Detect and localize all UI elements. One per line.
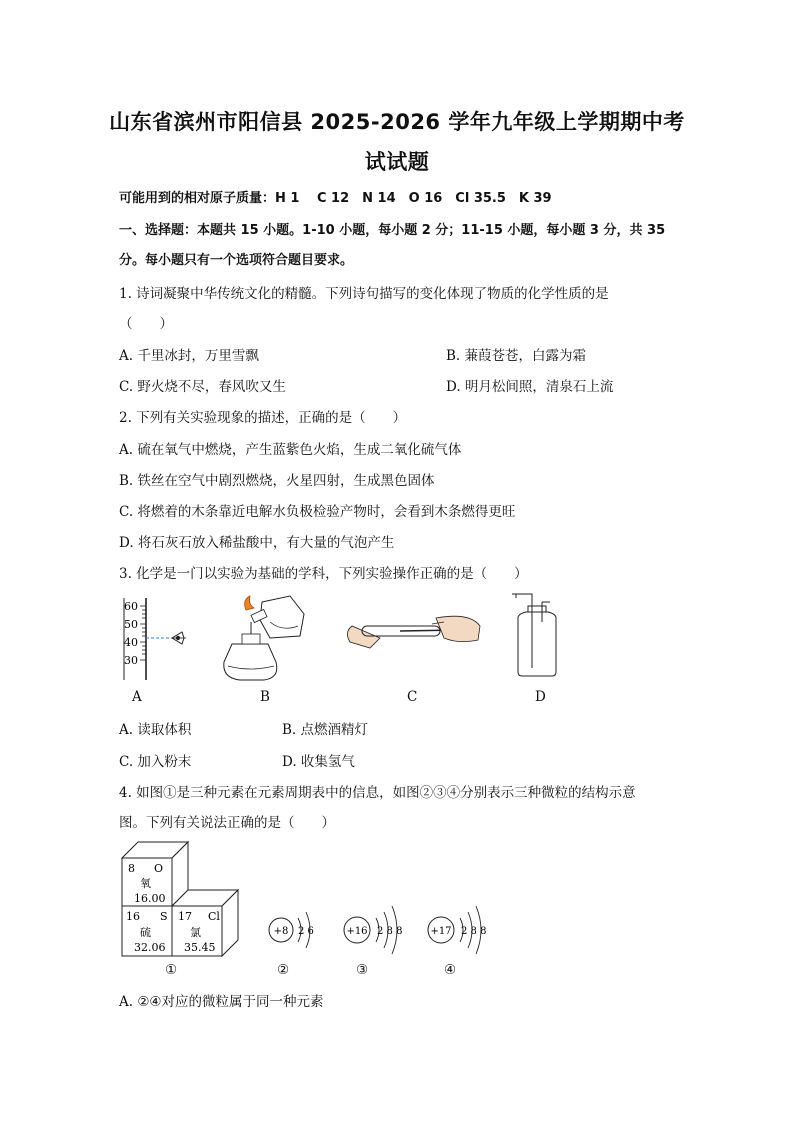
q3-figure-label-b: B bbox=[260, 689, 270, 705]
element-o-name: 氧 bbox=[140, 877, 151, 890]
section1-instructions-line2: 分。每小题只有一个选项符合题目要求。 bbox=[119, 253, 354, 268]
cylinder-tick-30: 30 bbox=[124, 654, 138, 667]
q4-atom-diagram-2 bbox=[264, 898, 334, 960]
q4-figure-label-1: ① bbox=[165, 962, 178, 978]
q2-stem: 2. 下列有关实验现象的描述，正确的是（ ） bbox=[119, 410, 407, 426]
q3-stem: 3. 化学是一门以实验为基础的学科，下列实验操作正确的是（ ） bbox=[119, 566, 528, 582]
q3-figure-label-a: A bbox=[132, 689, 142, 705]
atom3-shells: 2 8 8 bbox=[377, 926, 403, 937]
q3-figure-a-cylinder bbox=[118, 594, 198, 684]
q4-periodic-table-figure bbox=[118, 840, 248, 962]
q4-atom-diagram-4 bbox=[424, 894, 504, 960]
element-cl-symbol: Cl bbox=[208, 910, 220, 923]
flame-icon bbox=[245, 596, 254, 610]
q4-figure-label-3: ③ bbox=[356, 962, 369, 978]
element-s-name: 硫 bbox=[140, 926, 151, 939]
atom3-nucleus: +16 bbox=[346, 926, 368, 937]
q4-figure-label-2: ② bbox=[277, 962, 290, 978]
cylinder-tick-40: 40 bbox=[124, 636, 138, 649]
cylinder-tick-60: 60 bbox=[124, 600, 138, 613]
q3-figure-c-test-tube bbox=[340, 604, 490, 664]
element-o-number: 8 bbox=[128, 862, 135, 875]
q4-stem-line1: 4. 如图①是三种元素在元素周期表中的信息，如图②③④分别表示三种微粒的结构示意 bbox=[119, 785, 636, 801]
q1-paren: （ ） bbox=[119, 316, 173, 332]
q3-option-b: B. 点燃酒精灯 bbox=[282, 722, 369, 738]
q4-stem-line2: 图。下列有关说法正确的是（ ） bbox=[119, 815, 335, 831]
q3-option-d: D. 收集氢气 bbox=[282, 754, 355, 770]
element-s-symbol: S bbox=[160, 910, 168, 923]
q3-figure-label-c: C bbox=[407, 689, 418, 705]
element-cl-mass: 35.45 bbox=[184, 941, 216, 954]
q3-option-a: A. 读取体积 bbox=[119, 722, 192, 738]
q4-atom-diagram-3 bbox=[340, 894, 420, 960]
cylinder-tick-50: 50 bbox=[124, 618, 138, 631]
atom2-shells: 2 6 bbox=[298, 926, 314, 937]
q2-option-b: B. 铁丝在空气中剧烈燃烧，火星四射，生成黑色固体 bbox=[119, 473, 435, 489]
element-o-symbol: O bbox=[154, 862, 164, 875]
atom4-shells: 2 8 8 bbox=[461, 926, 487, 937]
element-s-mass: 32.06 bbox=[134, 941, 166, 954]
q1-stem: 1. 诗词凝聚中华传统文化的精髓。下列诗句描写的变化体现了物质的化学性质的是 bbox=[119, 286, 609, 302]
q2-option-c: C. 将燃着的木条靠近电解水负极检验产物时，会看到木条燃得更旺 bbox=[119, 504, 516, 520]
atom2-nucleus: +8 bbox=[273, 926, 289, 937]
q3-option-c: C. 加入粉末 bbox=[119, 754, 192, 770]
q1-option-a: A. 千里冰封，万里雪飘 bbox=[119, 348, 259, 364]
q3-figure-label-d: D bbox=[535, 689, 546, 705]
element-s-number: 16 bbox=[126, 910, 140, 923]
q3-figure-b-alcohol-lamps bbox=[212, 592, 312, 684]
exam-title-line2: 试试题 bbox=[364, 150, 430, 174]
q4-option-a: A. ②④对应的微粒属于同一种元素 bbox=[119, 994, 324, 1010]
q2-option-a: A. 硫在氧气中燃烧，产生蓝紫色火焰，生成二氧化硫气体 bbox=[119, 442, 462, 458]
atom4-nucleus: +17 bbox=[430, 926, 452, 937]
q1-option-d: D. 明月松间照，清泉石上流 bbox=[446, 379, 614, 395]
element-cl-number: 17 bbox=[178, 910, 192, 923]
eye-icon bbox=[172, 632, 186, 644]
section1-instructions-line1: 一、选择题：本题共 15 小题。1-10 小题，每小题 2 分；11-15 小题，每小题 3 分，共 35 bbox=[119, 223, 666, 238]
element-o-mass: 16.00 bbox=[134, 892, 166, 905]
exam-title-line1: 山东省滨州市阳信县 2025-2026 学年九年级上学期期中考 bbox=[109, 110, 685, 134]
q4-figure-label-4: ④ bbox=[444, 962, 457, 978]
q3-figure-d-gas-bottle bbox=[508, 592, 568, 684]
q1-option-b: B. 蒹葭苍苍，白露为霜 bbox=[446, 348, 587, 364]
q1-option-c: C. 野火烧不尽，春风吹又生 bbox=[119, 379, 286, 395]
atomic-masses: 可能用到的相对原子质量：H 1 C 12 N 14 O 16 Cl 35.5 K 39 bbox=[119, 191, 552, 206]
q2-option-d: D. 将石灰石放入稀盐酸中，有大量的气泡产生 bbox=[119, 535, 395, 551]
element-cl-name: 氯 bbox=[190, 926, 201, 939]
